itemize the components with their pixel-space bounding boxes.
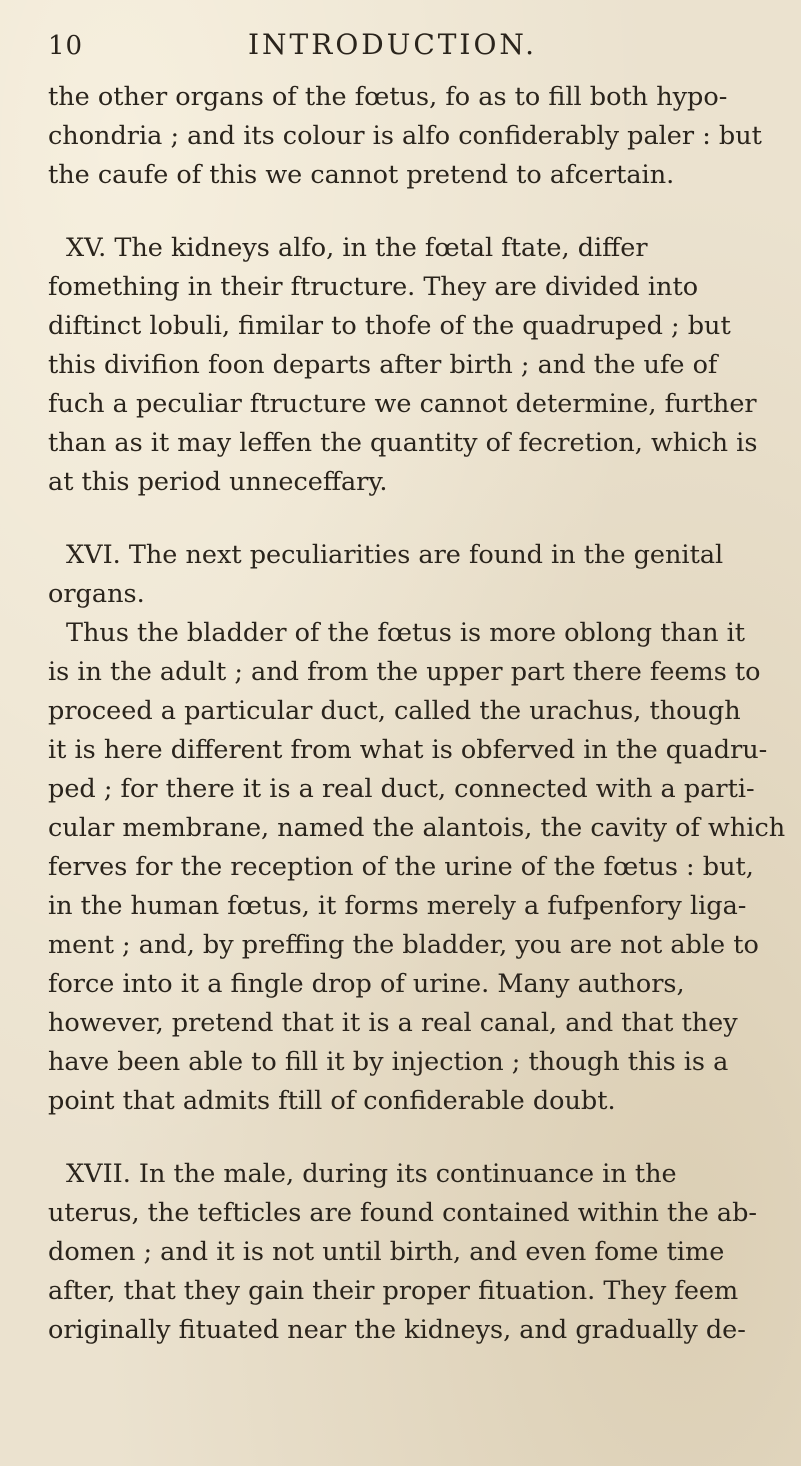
text-line: originally fituated near the kidneys, and gradually de- (48, 1315, 746, 1345)
text-line: at this period unneceffary. (48, 467, 388, 497)
text-line: after, that they gain their proper fituation. They feem (48, 1276, 739, 1306)
paragraph-fragment (48, 78, 791, 195)
text-line: ment ; and, by preffing the bladder, you are not able to (48, 930, 759, 960)
page-number: 10 (48, 31, 84, 61)
text-line: diftinct lobuli, fimilar to thofe of the quadruped ; but (48, 311, 731, 341)
paragraph-xvi (48, 536, 791, 1121)
text-line: it is here different from what is obferved in the quadru- (48, 735, 768, 765)
text-line: organs. (48, 579, 145, 609)
text-line: XV. The kidneys alfo, in the fœtal ftate, differ (66, 233, 648, 263)
text-line: ped ; for there it is a real duct, connected with a parti- (48, 774, 755, 804)
text-line: in the human fœtus, it forms merely a fufpenfory liga- (48, 891, 747, 921)
text-line: chondria ; and its colour is alfo confiderably paler : but (48, 121, 762, 151)
text-line: cular membrane, named the alantois, the cavity of which (48, 813, 786, 843)
text-line: than as it may leffen the quantity of fecretion, which is (48, 428, 758, 458)
text-line: however, pretend that it is a real canal, and that they (48, 1008, 738, 1038)
text-line: Thus the bladder of the fœtus is more oblong than it (66, 618, 746, 648)
text-line: uterus, the tefticles are found contained within the ab- (48, 1198, 758, 1228)
text-line: XVII. In the male, during its continuance in the (66, 1159, 677, 1189)
text-line: ferves for the reception of the urine of the fœtus : but, (48, 852, 754, 882)
text-line: point that admits ftill of confiderable doubt. (48, 1086, 616, 1116)
text-line: XVI. The next peculiarities are found in the genital (66, 540, 724, 570)
text-line: force into it a fingle drop of urine. Many authors, (48, 969, 685, 999)
running-title: INTRODUCTION. (248, 28, 538, 61)
text-line: proceed a particular duct, called the urachus, though (48, 696, 741, 726)
text-line: fomething in their ftructure. They are divided into (48, 272, 699, 302)
paragraph-xv (48, 229, 791, 502)
text-line: this divifion foon departs after birth ; and the ufe of (48, 350, 718, 380)
text-line: have been able to fill it by injection ; though this is a (48, 1047, 729, 1077)
text-line: fuch a peculiar ftructure we cannot determine, further (48, 389, 757, 419)
running-head (48, 28, 791, 68)
paragraph-xvii (48, 1155, 791, 1350)
text-line: the caufe of this we cannot pretend to afcertain. (48, 160, 675, 190)
text-line: domen ; and it is not until birth, and even fome time (48, 1237, 725, 1267)
text-line: is in the adult ; and from the upper part there feems to (48, 657, 761, 687)
text-line: the other organs of the fœtus, fo as to fill both hypo- (48, 82, 728, 112)
